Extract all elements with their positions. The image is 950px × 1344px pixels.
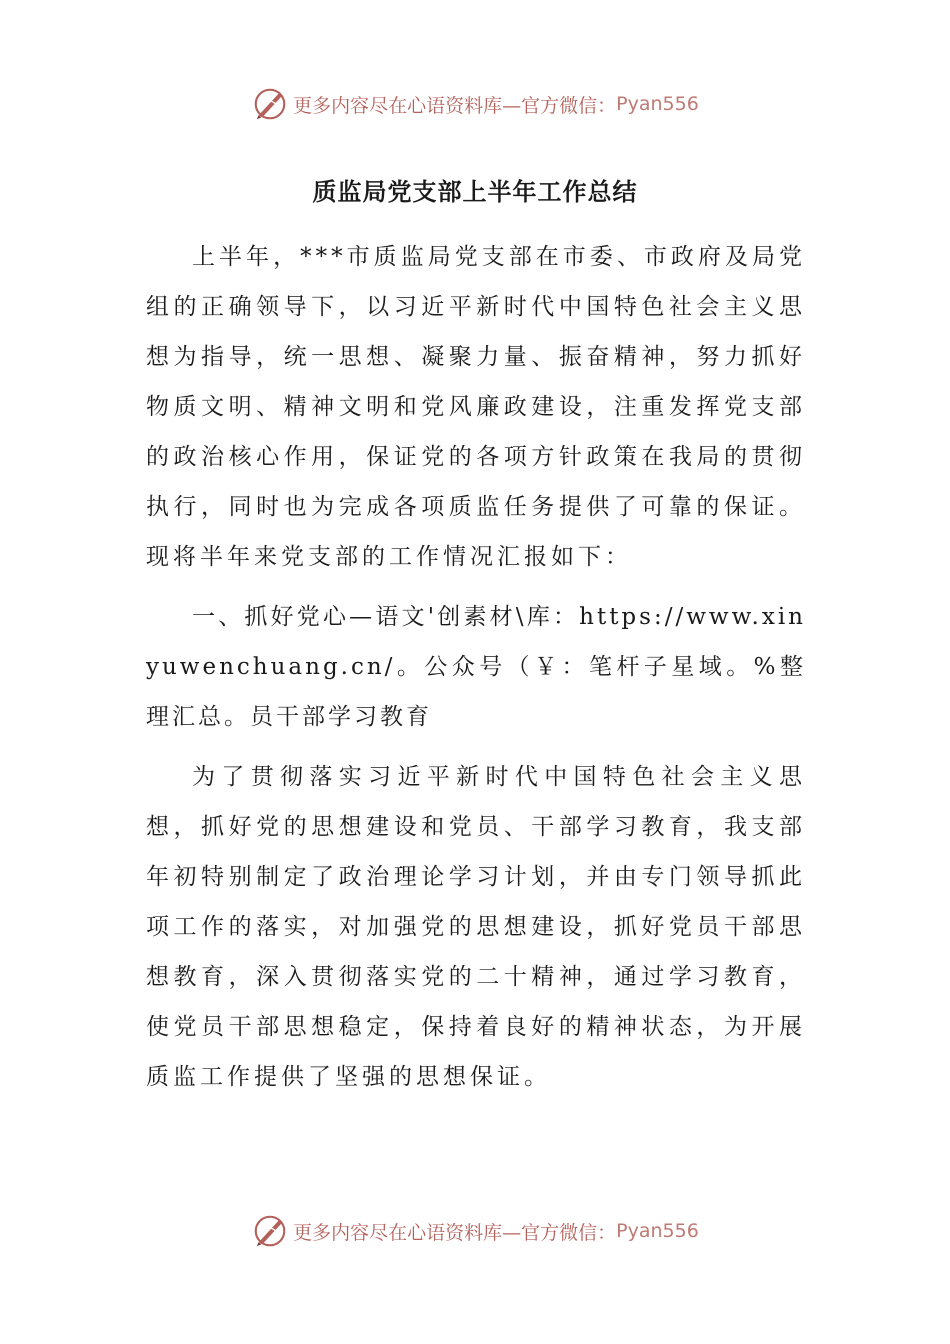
paragraph-intro: 上半年，***市质监局党支部在市委、市政府及局党组的正确领导下，以习近平新时代中国特色社会主义思想为指导，统一思想、凝聚力量、振奋精神，努力抓好物质文明、精神文明和党风廉政建设，注重发挥党支部的政治核心作用，保证党的各项方针政策在我局的贯彻执行，同时也为完成各项质监任务提供了可靠的保证。现将半年来党支部的工作情况汇报如下： <box>146 244 806 570</box>
header-banner-text: 更多内容尽在心语资料库—官方微信： <box>293 94 617 117</box>
footer-banner <box>0 1211 950 1251</box>
header-banner <box>0 84 950 124</box>
pen-logo-icon <box>251 1212 289 1250</box>
pen-logo-icon <box>251 85 289 123</box>
section-heading-1: 一、抓好党心—语文'创素材\库：https://www.xinyuwenchuang.cn/。公众号（￥：笔杆子星域。%整理汇总。员干部学习教育 <box>146 604 806 730</box>
footer-banner-text: 更多内容尽在心语资料库—官方微信： <box>293 1221 617 1244</box>
document-title: 质监局党支部上半年工作总结 <box>312 178 638 206</box>
footer-wechat-id: Pyan556 <box>616 1220 699 1242</box>
paragraph-study: 为了贯彻落实习近平新时代中国特色社会主义思想，抓好党的思想建设和党员、干部学习教育，我支部年初特别制定了政治理论学习计划，并由专门领导抓此项工作的落实，对加强党的思想建设，抓好党员干部思想教育，深入贯彻落实党的二十精神，通过学习教育，使党员干部思想稳定，保持着良好的精神状态，为开展质监工作提供了坚强的思想保证。 <box>146 764 806 1090</box>
document-body <box>146 232 806 1102</box>
header-wechat-id: Pyan556 <box>616 93 699 115</box>
